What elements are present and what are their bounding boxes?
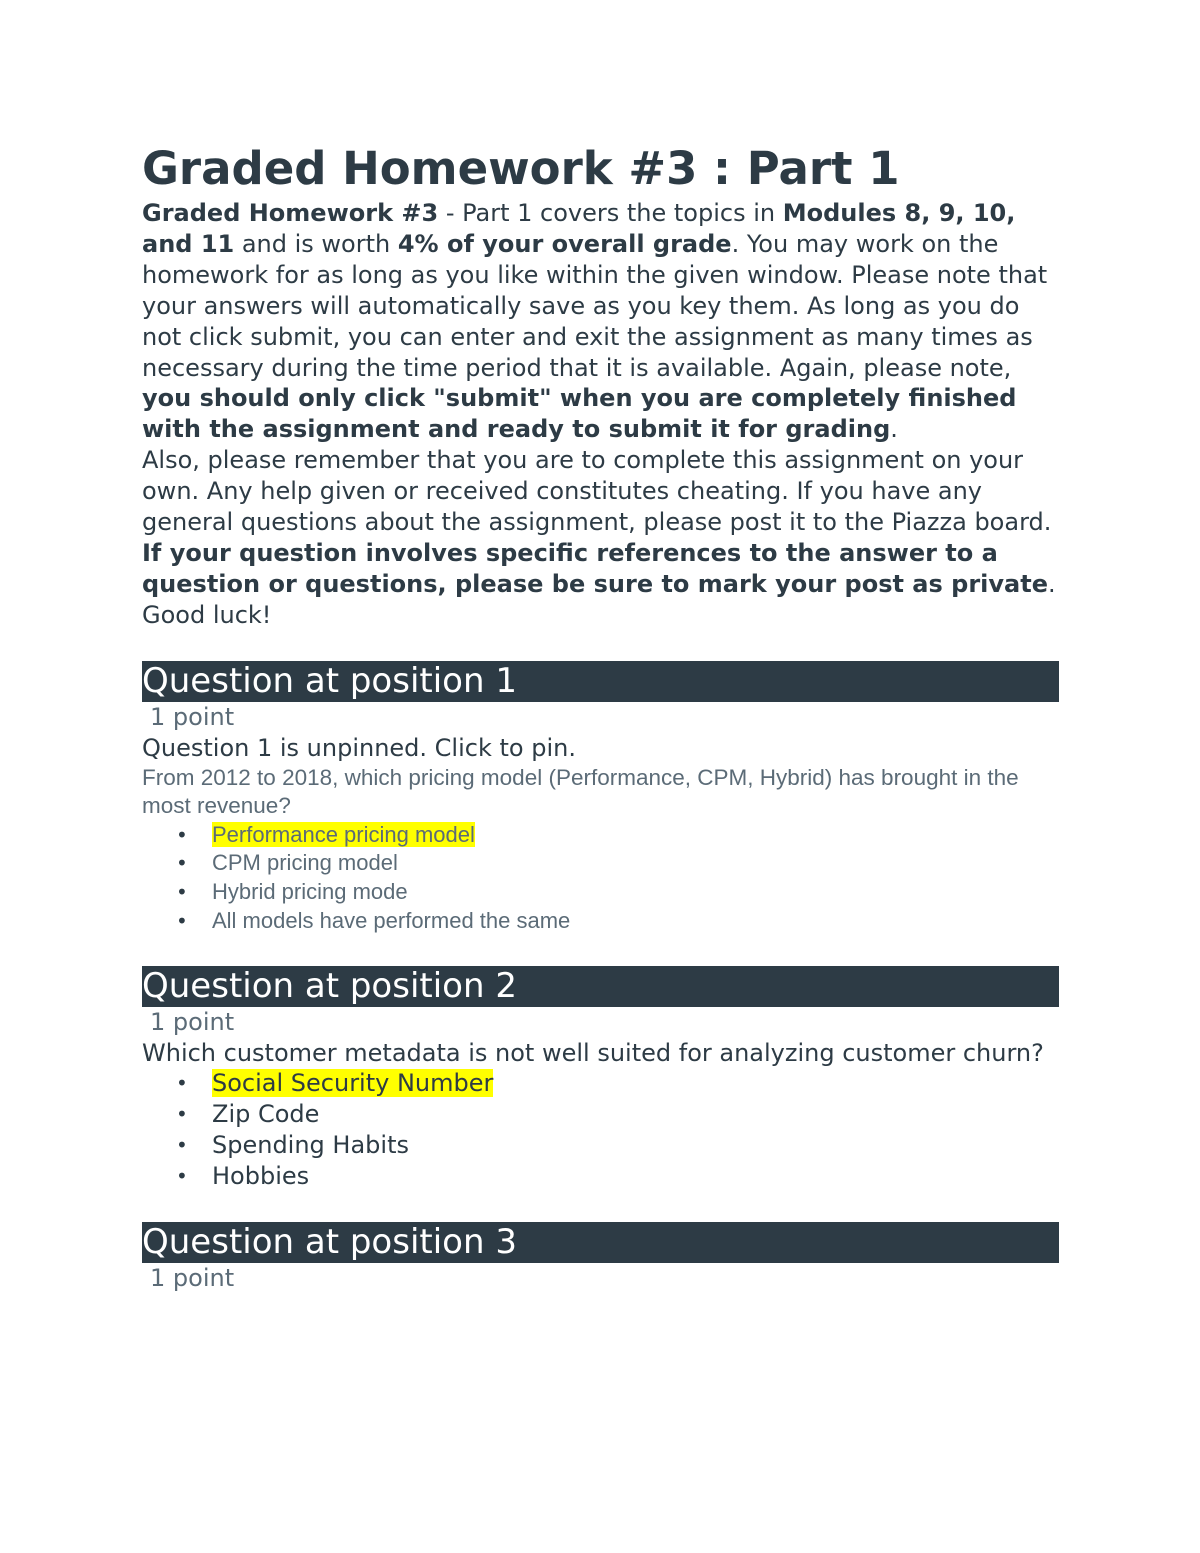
intro-text: and is worth [234,229,398,258]
answer-option-label: Spending Habits [212,1131,409,1159]
bullet-icon: • [176,822,188,847]
document-page [142,140,1059,1294]
answer-options [142,821,1059,936]
intro-bold: Modules 8, 9, 10, and 11 [142,199,1016,258]
question-2 [142,966,1059,1193]
intro-text: - Part 1 covers the topics in [438,199,783,227]
bullet-icon: • [176,851,188,876]
answer-option[interactable] [142,907,1059,936]
question-header: Question at position 1 [142,661,1059,702]
question-header: Question at position 2 [142,966,1059,1007]
bullet-icon: • [176,880,188,905]
spacer [142,936,1059,966]
question-text: From 2012 to 2018, which pricing model (Performance, CPM, Hybrid) has brought in the most revenue? [142,764,1019,819]
intro-text: . [890,415,898,444]
intro-text: Also, please remember that you are to complete this assignment on your own. Any help given or received constitutes cheating. If you have any general questions about the assignment, please post it to the Piazza board. [142,446,1052,537]
answer-option-label: Zip Code [212,1100,320,1128]
answer-option-label: Performance pricing model [212,821,475,847]
intro-paragraph-3: Good luck! [142,600,272,629]
intro-text: . [1047,569,1056,598]
intro-bold: 4% of your overall grade [397,229,732,258]
question-header: Question at position 3 [142,1222,1059,1263]
answer-option-label: Social Security Number [212,1069,494,1097]
intro-bold: Graded Homework #3 [142,199,439,227]
answer-option[interactable] [142,821,1059,850]
intro-paragraph-2 [142,445,1059,600]
pin-question-link[interactable]: Question 1 is unpinned. Click to pin. [142,733,576,762]
question-3 [142,1222,1059,1294]
page-title: Graded Homework #3 : Part 1 [142,142,900,195]
intro-text: . You may work on the homework for as long as you like within the given window. Please note that your answers will automatically save as you key them. As long as you do not click submit, you can enter and exit the assignment as many times as necessary during the time period that it is available. Again, please note, [142,229,1048,382]
question-text: Which customer metadata is not well suited for analyzing customer churn? [142,1038,1044,1067]
answer-option[interactable] [142,1099,1059,1130]
answer-option[interactable] [142,1161,1059,1192]
bullet-icon: • [176,1164,188,1188]
answer-option[interactable] [142,1068,1059,1099]
answer-option-label: CPM pricing model [212,850,398,876]
intro-bold: you should only click "submit" when you are completely finished with the assignment and ready to submit it for grading [142,384,1017,444]
question-points: 1 point [150,702,235,731]
answer-option-label: Hobbies [212,1162,310,1190]
answer-option[interactable] [142,878,1059,907]
bullet-icon: • [176,1071,188,1095]
question-points: 1 point [150,1007,235,1036]
spacer [142,1192,1059,1222]
answer-option[interactable] [142,849,1059,878]
bullet-icon: • [176,908,188,933]
answer-option[interactable] [142,1130,1059,1161]
question-points: 1 point [150,1264,235,1292]
bullet-icon: • [176,1133,188,1157]
answer-option-label: All models have performed the same [212,907,571,933]
intro-paragraph-1 [142,198,1059,445]
bullet-icon: • [176,1102,188,1126]
intro-bold: If your question involves specific references to the answer to a question or questions, please be sure to mark your post as private [142,538,1048,598]
spacer [142,631,1059,661]
answer-option-label: Hybrid pricing mode [212,879,408,905]
answer-options [142,1068,1059,1192]
question-1 [142,661,1059,936]
